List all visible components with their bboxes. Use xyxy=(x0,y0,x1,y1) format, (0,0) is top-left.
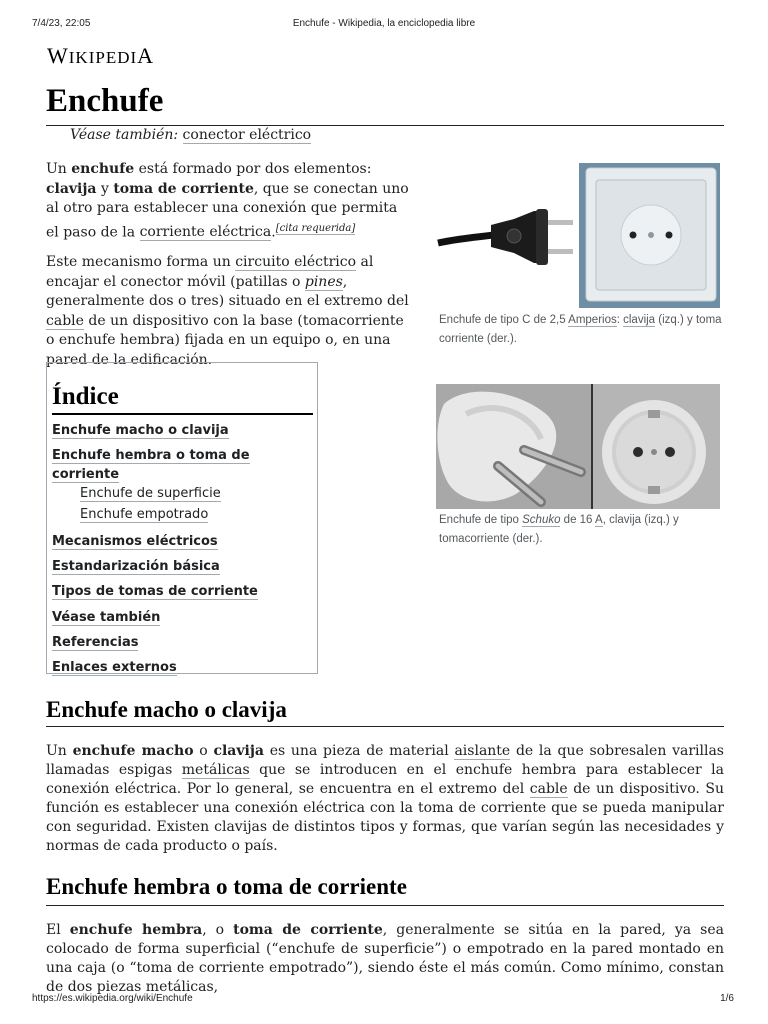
intro-paragraph-2: Este mecanismo forma un circuito eléctrico al encajar el conector móvil (patillas o pines, generalmente dos o tres) situado en el extremo del cable de un dispositivo con la base (tomacorriente o enchufe hembra) fijada en un equipo o, en una pared de la edificación. xyxy=(46,254,409,368)
link-amperios[interactable]: Amperios xyxy=(568,314,617,326)
link-pines[interactable]: pines xyxy=(304,273,343,290)
schuko-plug-socket-image xyxy=(436,384,720,509)
intro-paragraph: Un enchufe está formado por dos elementos: clavija y toma de corriente, que se conectan uno al otro para establecer una conexión que permita el paso de la corriente eléctrica.[cita requerida] xyxy=(46,161,409,241)
toc-item[interactable]: Estandarización básica xyxy=(52,559,220,575)
wikipedia-logo[interactable]: WIKIPEDIA xyxy=(47,43,155,68)
link-circuito-electrico[interactable]: circuito eléctrico xyxy=(235,254,357,270)
toc-subitem[interactable]: Enchufe de superficie xyxy=(80,486,221,502)
hatnote-link[interactable]: conector eléctrico xyxy=(182,127,312,143)
toc-subitem[interactable]: Enchufe empotrado xyxy=(80,506,209,522)
link-schuko[interactable]: Schuko xyxy=(522,514,561,526)
link-aislante[interactable]: aislante xyxy=(454,743,511,759)
toc-item[interactable]: Enlaces externos xyxy=(52,660,177,676)
toc-item[interactable]: Referencias xyxy=(52,634,139,650)
toc-item[interactable]: Véase también xyxy=(52,609,161,625)
section-divider xyxy=(46,905,724,906)
link-clavija[interactable]: clavija xyxy=(623,314,656,326)
section-heading-clavija: Enchufe macho o clavija xyxy=(46,697,287,722)
title-divider xyxy=(46,125,724,126)
figure-caption-2: Enchufe de tipo Schuko de 16 A, clavija (izq.) y tomacorriente (der.). xyxy=(439,514,679,545)
link-cable[interactable]: cable xyxy=(46,312,84,329)
page-title: Enchufe xyxy=(46,83,164,119)
link-cable-2[interactable]: cable xyxy=(529,781,568,797)
type-c-plug-socket-image xyxy=(436,163,720,308)
toc-item[interactable]: Mecanismos eléctricos xyxy=(52,533,218,549)
table-of-contents xyxy=(46,362,318,674)
section-paragraph-toma: El enchufe hembra, o toma de corriente, generalmente se sitúa en la pared, ya sea colocado de forma superficial (“enchufe de superficie”) o empotrado en la pared montado en una caja (o “toma de corriente empotrado”), siendo éste el más común. Como mínimo, constan de dos piezas metálicas, xyxy=(46,922,724,995)
print-datetime: 7/4/23, 22:05 xyxy=(32,18,91,29)
section-paragraph-clavija: Un enchufe macho o clavija es una pieza de material aislante de la que sobresalen varillas llamadas espigas metálicas que se introducen en el enchufe hembra para establecer la conexión eléctrica. Por lo general, se encuentra en el extremo del cable de un dispositivo. Su función es establecer una conexión eléctrica con la toma de corriente que se pueda manipular con seguridad. Existen clavijas de distintos tipos y formas, que varían según las necesidades y normas de cada producto o país. xyxy=(46,743,724,854)
print-page-title: Enchufe - Wikipedia, la enciclopedia libre xyxy=(292,18,476,29)
toc-item[interactable]: Enchufe macho o clavija xyxy=(52,423,229,438)
link-corriente-electrica[interactable]: corriente eléctrica xyxy=(139,224,272,241)
figure-caption-1: Enchufe de tipo C de 2,5 Amperios: clavija (izq.) y toma corriente (der.). xyxy=(439,314,722,345)
toc-list xyxy=(52,421,312,677)
print-url: https://es.wikipedia.org/wiki/Enchufe xyxy=(32,993,193,1004)
cite-needed-link[interactable]: [cita requerida] xyxy=(275,222,356,234)
toc-heading: Índice xyxy=(52,383,313,415)
section-heading-toma: Enchufe hembra o toma de corriente xyxy=(46,874,407,899)
toc-item[interactable]: Tipos de tomas de corriente xyxy=(52,584,258,600)
toc-item[interactable]: Enchufe hembra o toma de corriente xyxy=(52,448,250,483)
link-amperio[interactable]: A xyxy=(595,514,603,526)
hatnote: Véase también: conector eléctrico xyxy=(70,127,312,143)
link-metalicas[interactable]: metálicas xyxy=(181,762,250,778)
print-page-number: 1/6 xyxy=(720,993,734,1004)
section-divider xyxy=(46,726,724,727)
